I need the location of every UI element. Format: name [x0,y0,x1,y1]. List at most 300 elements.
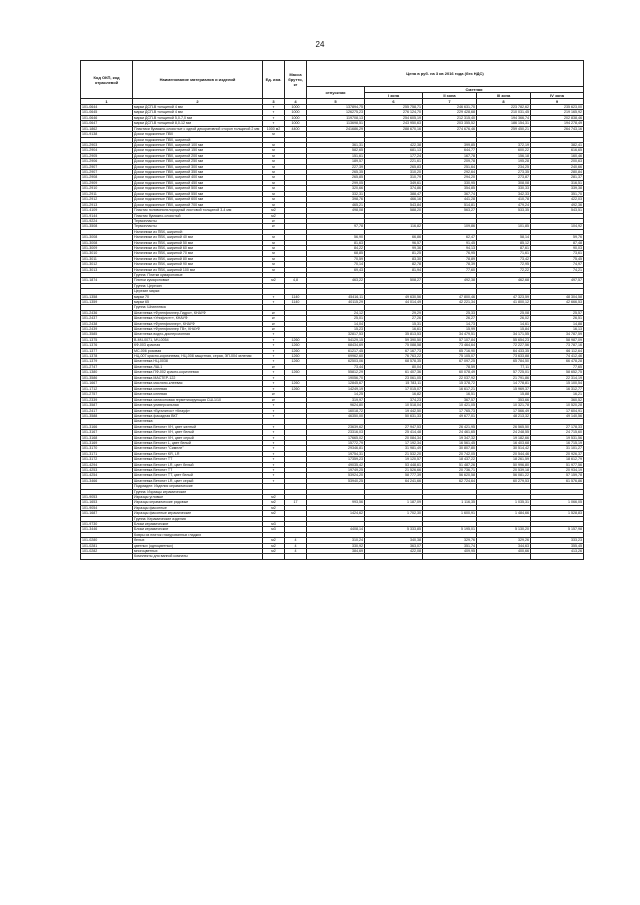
cell-zone-1: 16,82 [365,392,423,397]
cell-code: 101-0647 [81,121,133,126]
cell-zone-3: 273,87 [477,175,531,180]
cell-zone-1: 23 061,05 [365,375,423,380]
cell-code: 101-1667 [81,381,133,386]
cell-zone-1: 21 526,66 [365,467,423,472]
cell-code: 101-4254 [81,473,133,478]
cell-zone-4: 26,51 [531,316,584,321]
cell-zone-2: 1 600,91 [423,511,477,516]
cell-name: Доски подоконные ПВХ, шириной 200 мм [133,153,263,158]
cell-unit: кг [263,224,285,229]
cell-name: белых [133,538,263,543]
cell-code: 101-3168 [81,435,133,440]
cell-zone-4: 333,23 [531,538,584,543]
cell-release-price: 84,22 [307,245,365,250]
cell-zone-3: 479,24 [477,202,531,207]
cell-zone-1: 35 813,53 [365,332,423,337]
cell-zone-4: 497,57 [531,278,584,283]
cell-zone-4: 42 666,53 [531,300,584,305]
cell-release-price: 310,24 [307,538,365,543]
header-zone-3: III зона [477,93,531,99]
cell-zone-1: 363,07 [365,543,423,548]
cell-mass: 4 [285,543,307,548]
cell-zone-2: 49 677,01 [423,413,477,418]
cell-zone-4: 73 787,16 [531,343,584,348]
cell-name: Изразцы угловые [133,495,263,500]
cell-zone-3: 26,02 [477,316,531,321]
cell-zone-4: 240,66 [531,164,584,169]
cell-zone-2: 1 116,35 [423,500,477,505]
cell-release-price: 126275,23 [307,110,365,115]
cell-name: Комплекты для ванной комнаты [133,554,263,559]
cell-zone-2: 76,95 [423,251,477,256]
cell-zone-1: 543,84 [365,202,423,207]
cell-zone-2: 42 221,34 [423,300,477,305]
cell-unit: м2 [263,549,285,554]
cell-name: Доски подоконные ПВХ, шириной 700 мм [133,202,263,207]
cell-zone-3: 25,08 [477,310,531,315]
cell-zone-4: 25,57 [531,310,584,315]
cell-zone-4: 20 926,37 [531,451,584,456]
cell-zone-1: 53 448,61 [365,462,423,467]
cell-name: Шпатлевка Ветонит KR, LR [133,451,263,456]
cell-release-price: 40115,29 [307,300,365,305]
cell-release-price: 330,92 [307,543,365,548]
cell-unit: м [263,164,285,169]
cell-code: 101-0280 [81,538,133,543]
cell-zone-4: 15 100,54 [531,381,584,386]
cell-zone-4: 1 066,05 [531,500,584,505]
cell-unit: т [263,359,285,365]
cell-zone-2: 274 676,46 [423,126,477,132]
cell-release-price: 19056,70 [307,375,365,380]
cell-zone-2: 20 742,05 [423,451,477,456]
cell-zone-3: 55 654,23 [477,337,531,342]
cell-zone-2: 367,57 [423,397,477,402]
cell-zone-1: 681,13 [365,148,423,153]
cell-zone-3: 41 800,12 [477,300,531,305]
header-mass: Масса брутто, кг [285,61,307,99]
cell-zone-1: 16,61 [365,327,423,332]
cell-zone-4: 413,26 [531,549,584,554]
cell-name: Шпатлевка Ветонит TT [133,467,263,472]
cell-zone-3: 10 321,78 [477,402,531,408]
cell-unit: м [263,240,285,245]
cell-unit: м2 [263,278,285,283]
cell-code: 101-2907 [81,170,133,175]
cell-release-price: 23639,62 [307,424,365,429]
cell-zone-2: 212 315,40 [423,115,477,120]
cell-zone-4: 34 787,59 [531,332,584,337]
cell-zone-2: 91,45 [423,240,477,245]
cell-release-price: 14249,19 [307,386,365,391]
cell-zone-1: 466,16 [365,197,423,202]
cell-zone-2: 16 617,21 [423,386,477,391]
cell-name: Шпатлевка универсальная [133,402,263,408]
cell-zone-4: 48 304,58 [531,294,584,299]
cell-zone-4: 14,88 [531,321,584,326]
cell-zone-1: 58 777,39 [365,473,423,478]
cell-zone-2: 229 428,68 [423,110,477,115]
cell-zone-2: 16,51 [423,392,477,397]
cell-zone-1: 67 167,73 [365,348,423,353]
cell-code: 101-3446 [81,527,133,532]
cell-code: 101-1376 [81,343,133,348]
cell-name: Доски подоконные ПВХ, шириной: [133,137,263,142]
cell-zone-2: 15,99 [423,327,477,332]
cell-zone-2: 24 461,65 [423,430,477,435]
cell-zone-1: 340,38 [365,538,423,543]
cell-zone-2: 409,95 [423,549,477,554]
cell-code: 101-3508 [81,224,133,229]
cell-unit: т [263,446,285,451]
cell-name: Шпатлевка «Фугенфюллер ГВ», КНАУФ [133,327,263,332]
cell-name: марки 65 [133,300,263,305]
header-unit: Ед. изм. [263,61,285,99]
cell-unit: м [263,251,285,256]
cell-zone-3: 14,61 [477,321,531,326]
cell-name: Блоки керамические [133,522,263,527]
cell-zone-3: 353,66 [477,397,531,402]
cell-release-price: 68434,69 [307,343,365,348]
cell-unit: 1000 м2 [263,126,285,132]
cell-zone-4: 66 478,28 [531,359,584,365]
cell-unit: т [263,105,285,110]
cell-code: 101-9144 [81,213,133,218]
cell-code: 101-2437 [81,316,133,321]
cell-zone-1: 15,31 [365,321,423,326]
cell-name: Доски подоконные ПВХ, шириной 300 мм [133,164,263,169]
cell-code: 101-3587 [81,402,133,408]
cell-name: Шпатлевка «Унифлотт», КНАУФ [133,316,263,321]
cell-name: Шпатлевка ЛШ-1 [133,365,263,370]
cell-zone-2: 367,74 [423,191,477,196]
cell-release-price: 189,57 [307,159,365,164]
cell-release-price: 113698,51 [307,121,365,126]
cell-zone-2: 26,27 [423,316,477,321]
cell-code: 101-1687 [81,511,133,516]
cell-zone-2: 26 421,95 [423,424,477,429]
cell-zone-4: 18 612,79 [531,457,584,462]
cell-release-price: 70,14 [307,262,365,267]
cell-zone-2: 203 355,52 [423,121,477,126]
cell-zone-1: 116,82 [365,224,423,229]
cell-zone-3: 462,68 [477,278,531,283]
cell-zone-3: 156,18 [477,153,531,158]
cell-zone-2: 62,47 [423,235,477,240]
cell-unit: м [263,197,285,202]
cell-zone-2: 19 347,32 [423,435,477,440]
cell-name: Шпатлевка: [133,419,263,424]
cell-zone-3: 73,42 [477,256,531,261]
cell-release-price: 25,01 [307,316,365,321]
cell-release-price: 384,69 [307,549,365,554]
cell-code: 101-3008 [81,235,133,240]
cell-release-price: 81,63 [307,240,365,245]
cell-unit: м2 [263,500,285,505]
cell-code: 101-2904 [81,148,133,153]
cell-zone-4: 16 715,19 [531,440,584,445]
cell-zone-1: 50 631,33 [365,413,423,418]
cell-unit: кг [263,365,285,370]
cell-code: 101-3169 [81,440,133,445]
cell-zone-2: 56 620,58 [423,473,477,478]
cell-zone-1: 99,36 [365,245,423,250]
cell-code: 101-2908 [81,175,133,180]
cell-release-price: 49035,42 [307,462,365,467]
cell-zone-4: 202 838,46 [531,115,584,120]
cell-mass: 1000 [285,115,307,120]
cell-release-price: 32817,53 [307,332,365,337]
cell-unit: м [263,191,285,196]
cell-zone-1: 17 015,07 [365,386,423,391]
cell-name: НЦ-007 красно-коричневая, НЦ-008 защитная, серая, ЭП-004 зеленая [133,354,263,359]
cell-zone-4: 24 715,60 [531,430,584,435]
cell-zone-1: 349,61 [365,180,423,185]
col-number: 4 [285,99,307,105]
cell-release-price: 1424,62 [307,511,365,516]
cell-code: 101-2439 [81,327,133,332]
cell-code: 101-1862 [81,126,133,132]
cell-unit: т [263,440,285,445]
cell-code: 101-1712 [81,386,133,391]
cell-zone-2: 22 037,92 [423,375,477,380]
cell-unit: м [263,180,285,185]
cell-name: Термопласты [133,218,263,223]
cell-zone-2: 65 716,90 [423,348,477,353]
cell-mass: 1260 [285,386,307,391]
cell-zone-2: 75 105,07 [423,354,477,359]
cell-code: 101-2913 [81,202,133,207]
cell-release-price: 54129,15 [307,337,365,342]
cell-code: 101-2911 [81,191,133,196]
cell-zone-2: 20 736,71 [423,467,477,472]
cell-unit: м [263,159,285,164]
cell-unit: м [263,267,285,272]
cell-zone-1: 44 014,49 [365,300,423,305]
cell-unit: т [263,348,285,353]
cell-name: Доски подоконные ПВХ, шириной 250 мм [133,159,263,164]
cell-unit: т [263,478,285,483]
header-name: Наименование материалов и изделий [133,61,263,99]
cell-release-price: 227,39 [307,164,365,169]
cell-name: марки ДСП-В толщиной 8,0-12 мм [133,121,263,126]
cell-mass: 1260 [285,370,307,375]
cell-zone-1: 19 120,57 [365,457,423,462]
cell-zone-3: 186 154,31 [477,121,531,126]
cell-release-price: 14,25 [307,392,365,397]
price-table-container [80,60,583,560]
cell-name: Пластик бумажно-слоистый [133,213,263,218]
cell-code: 101-3466 [81,478,133,483]
cell-zone-1: 49 630,56 [365,294,423,299]
cell-unit: м [263,245,285,250]
cell-zone-3: 60 279,53 [477,478,531,483]
cell-code: 101-3172 [81,457,133,462]
cell-zone-4: 1 528,83 [531,511,584,516]
cell-zone-1: 31 981,49 [365,446,423,451]
cell-zone-1: 27,26 [365,316,423,321]
cell-unit: м2 [263,207,285,213]
cell-release-price: 9624,80 [307,402,365,408]
cell-zone-3: 72,22 [477,267,531,272]
cell-name: Плитки кумароновые [133,278,263,283]
cell-zone-1: 265,83 [365,164,423,169]
cell-zone-4: 219 165,92 [531,110,584,115]
cell-unit: м2 [263,495,285,500]
cell-zone-4: 77,65 [531,365,584,370]
cell-release-price: 265,35 [307,170,365,175]
cell-mass: 1140 [285,300,307,305]
cell-zone-2: 644,77 [423,148,477,153]
cell-name: Группа: Плитки кумароновые [133,272,263,277]
cell-unit [263,554,285,559]
cell-release-price: 320,66 [307,186,365,191]
cell-zone-3: 19 182,66 [477,435,531,440]
cell-zone-3: 15,88 [477,392,531,397]
cell-zone-4: 104,92 [531,224,584,229]
cell-unit: м [263,175,285,180]
cell-zone-1: 15 783,11 [365,381,423,386]
cell-name: Доски подоконные ПВХ, шириной 450 мм [133,180,263,185]
header-estimate: Сметная [365,87,584,93]
cell-name: Шпатлевка «Бугалитос» «Кнауф» [133,408,263,413]
cell-zone-4: 27 178,33 [531,424,584,429]
cell-name: Шпатлевка Ветонит VH, цвет желтый [133,424,263,429]
cell-name: Шпатлевка клеевая [133,392,263,397]
cell-zone-1: 255 758,71 [365,105,423,110]
cell-name: Пластик поливинилхлоридный листовой толщиной 3-4 мм [133,207,263,213]
cell-unit: т [263,370,285,375]
cell-release-price: 23316,03 [307,430,365,435]
cell-zone-2: 109,86 [423,224,477,229]
cell-zone-1: 422,38 [365,143,423,148]
cell-zone-1: 588,20 [365,207,423,213]
cell-zone-4: 90,03 [531,245,584,250]
cell-mass: 4,8 [285,278,307,283]
cell-zone-1: 81,94 [365,267,423,272]
cell-name: Шпатлевка «Фугенфюллер», КНАУФ [133,321,263,326]
cell-zone-2: 30 807,80 [423,446,477,451]
cell-release-price: 15,23 [307,327,365,332]
price-table [80,60,584,560]
cell-zone-1: 61 407,36 [365,370,423,375]
cell-zone-1: 508,27 [365,278,423,283]
cell-zone-2: 330,95 [423,180,477,185]
cell-code: 101-3166 [81,424,133,429]
cell-code: 101-3588 [81,413,133,418]
cell-name: Шпатлевка ПФ-002 красно-коричневая [133,370,263,375]
cell-name: Подраздел: Изделия керамические [133,484,263,489]
cell-code: 101-3009 [81,245,133,250]
cell-name: Доски подоконные ПВХ, шириной 400 мм [133,175,263,180]
cell-zone-4: 616,65 [531,148,584,153]
cell-release-price: 398,76 [307,197,365,202]
cell-zone-4: 382,41 [531,143,584,148]
col-number: 1 [81,99,133,105]
cell-unit: т [263,121,285,126]
header-release: отпускная [307,87,365,99]
cell-code: 101-4253 [81,467,133,472]
cell-zone-1: 310,79 [365,175,423,180]
cell-zone-4: 19 531,56 [531,435,584,440]
cell-code: 101-1377 [81,348,133,353]
cell-name: Наличники из ПВХ, шириной 50 мм [133,240,263,245]
cell-unit: м2 [263,538,285,543]
cell-unit: кг [263,397,285,402]
cell-zone-3: 344,63 [477,543,531,548]
cell-zone-2: 77,60 [423,267,477,272]
cell-name: Шпатлевка Ветонит LR, цвет серый [133,478,263,483]
cell-unit: т [263,462,285,467]
cell-release-price: 70,59 [307,256,365,261]
cell-code: 101-9138 [81,132,133,137]
cell-zone-1: 374,23 [365,397,423,402]
cell-zone-2: 78,89 [423,256,477,261]
cell-unit: т [263,115,285,120]
cell-zone-3: 56 081,22 [477,473,531,478]
cell-zone-3: 20 544,46 [477,451,531,456]
cell-unit: т [263,402,285,408]
cell-zone-4 [531,554,584,559]
cell-release-price: 29346,81 [307,446,365,451]
cell-code: 101-2907 [81,164,133,169]
cell-zone-3: 259 450,21 [477,126,531,132]
cell-zone-3: 5 130,20 [477,527,531,532]
cell-zone-2: 17 765,73 [423,408,477,413]
cell-zone-1: 10 518,04 [365,402,423,408]
cell-mass: 1260 [285,354,307,359]
cell-code: 101-3586 [81,375,133,380]
cell-zone-1: 221,61 [365,159,423,164]
cell-unit: м2 [263,505,285,510]
cell-zone-4: 339,38 [531,186,584,191]
cell-name: Группа: Изразцы керамические [133,489,263,494]
cell-name: марки ДСП-В толщиной 4 мм [133,110,263,115]
cell-code: 101-2757 [81,392,133,397]
cell-zone-2: 563,27 [423,207,477,213]
cell-zone-1: 276 124,70 [365,110,423,115]
cell-zone-2: 492,38 [423,278,477,283]
cell-code: 101-9730 [81,522,133,527]
cell-release-price: 73,44 [307,365,365,370]
cell-release-price: 119708,13 [307,115,365,120]
cell-code: 101-1653 [81,500,133,505]
cell-zone-3: 372,19 [477,143,531,148]
cell-zone-3: 48 213,32 [477,413,531,418]
cell-release-price: 465,21 [307,202,365,207]
cell-release-price [307,554,365,559]
cell-name: Изразцы фасонные [133,505,263,510]
cell-zone-1: 82,78 [365,262,423,267]
cell-zone-1: 288 670,16 [365,126,423,132]
cell-zone-3: 1 035,31 [477,500,531,505]
cell-release-price: 14,04 [307,321,365,326]
cell-zone-4: 74,97 [531,262,584,267]
cell-code: 101-2903 [81,143,133,148]
cell-unit: м2 [263,213,285,218]
cell-zone-4: 87,48 [531,240,584,245]
cell-zone-3: 87,61 [477,245,531,250]
cell-release-price: 19749,25 [307,467,365,472]
cell-zone-2: 94,13 [423,245,477,250]
cell-unit: т [263,473,285,478]
cell-name: МС-006 розовая [133,348,263,353]
table-body [81,105,584,560]
cell-zone-1: 310,20 [365,170,423,175]
cell-release-price: 265,85 [307,175,365,180]
cell-zone-1: 5 333,85 [365,527,423,532]
cell-zone-2: 294,20 [423,175,477,180]
